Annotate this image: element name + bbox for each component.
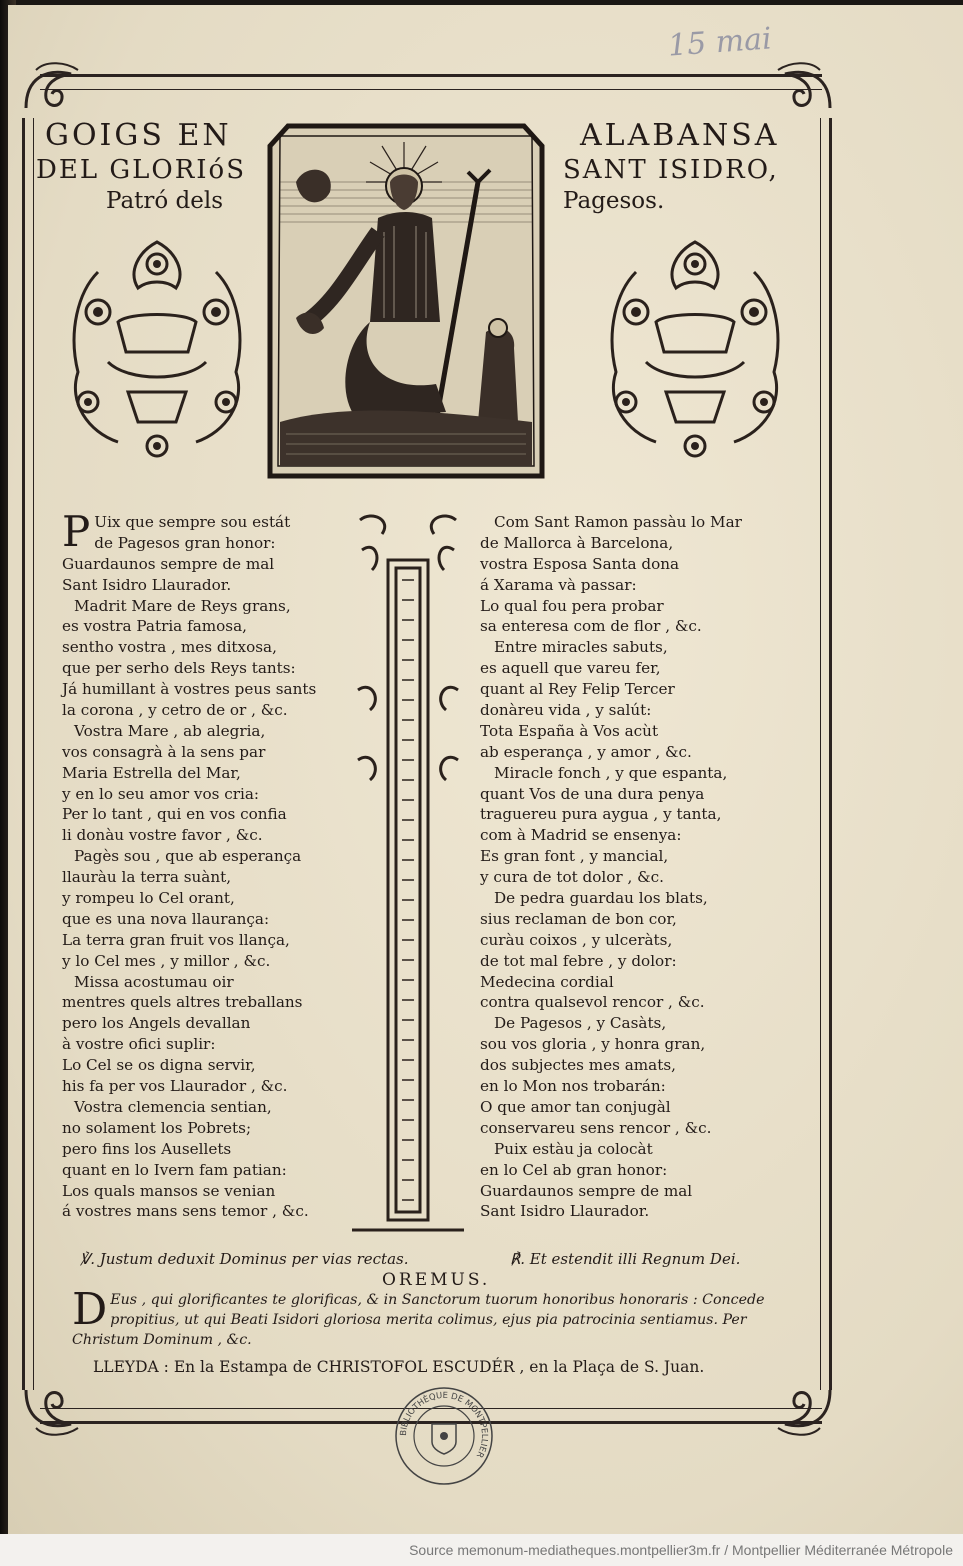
oremus-heading: OREMUS.	[382, 1270, 491, 1290]
versicle: ℣. Justum deduxit Dominus per vias rectas.	[80, 1250, 409, 1268]
verse-line: en lo Mon nos trobarán:	[480, 1077, 666, 1096]
title-line2-right: SANT ISIDRO,	[563, 155, 779, 185]
flower-vase-ornament-right	[596, 232, 794, 460]
verse-line: llauràu la terra suànt,	[62, 868, 232, 887]
verse-line: ab esperança , y amor , &c.	[480, 742, 692, 761]
verse-line: Guardaunos sempre de mal	[62, 554, 275, 573]
verse-line: no solament los Pobrets;	[62, 1118, 252, 1137]
verse-line: Medecina cordial	[480, 972, 614, 991]
verse-line: á vostres mans sens temor , &c.	[62, 1202, 309, 1221]
verse-line: que es una nova llaurança:	[62, 909, 270, 928]
corner-flourish-bottom-right	[770, 1380, 840, 1440]
verse-line: vos consagrà à la sens par	[62, 742, 266, 761]
title-line3-right: Pagesos.	[563, 188, 665, 214]
verse-line: Guardaunos sempre de mal	[480, 1181, 693, 1200]
verse-line: y lo Cel mes , y millor , &c.	[62, 951, 271, 970]
frame-right-border	[820, 118, 832, 1390]
verse-line: Vostra Mare , ab alegria,	[74, 721, 266, 740]
verse-line: Já humillant à vostres peus sants	[62, 680, 317, 699]
verse-line: mentres quels altres treballans	[62, 993, 303, 1012]
verse-line: sius reclaman de bon cor,	[480, 909, 677, 928]
svg-text:BIBLIOTHÈQUE DE MONTPELLIER	[399, 1391, 489, 1459]
verse-line: Maria Estrella del Mar,	[62, 763, 241, 782]
corner-flourish-top-right	[770, 58, 840, 118]
verse-column-right	[480, 512, 770, 1222]
verse-line: Vostra clemencia sentian,	[74, 1097, 272, 1116]
verse-line: contra qualsevol rencor , &c.	[480, 993, 705, 1012]
verse-line: es aquell que vareu fer,	[480, 659, 661, 678]
verse-line: de tot mal febre , y dolor:	[480, 951, 677, 970]
verse-line: Sant Isidro Llaurador.	[480, 1202, 650, 1221]
verse-line: curàu coixos , y ulceràts,	[480, 930, 673, 949]
verse-line: Pagès sou , que ab esperança	[74, 847, 302, 866]
verse-line: que per serho dels Reys tants:	[62, 659, 296, 678]
verse-line: Los quals mansos se venian	[62, 1181, 276, 1200]
verse-line: Per lo tant , qui en vos confia	[62, 805, 287, 824]
verse-line: à vostre ofici suplir:	[62, 1035, 216, 1054]
verse-line: vostra Esposa Santa dona	[480, 554, 680, 573]
library-stamp	[392, 1384, 496, 1488]
prayer-text	[72, 1284, 765, 1350]
verse-line: á Xarama và passar:	[480, 575, 637, 594]
source-footer-bar	[0, 1534, 963, 1566]
verse-line: com à Madrid se ensenya:	[480, 826, 682, 845]
verse-line: Com Sant Ramon passàu lo Mar	[494, 513, 742, 531]
verse-line: pero fins los Ausellets	[62, 1139, 232, 1158]
verse-line: pero los Angels devallan	[62, 1014, 251, 1033]
central-pillar-ornament	[352, 510, 464, 1242]
verse-line: li donàu vostre favor , &c.	[62, 826, 263, 845]
verse-line: de Mallorca à Barcelona,	[480, 533, 674, 552]
verse-line: en lo Cel ab gran honor:	[480, 1160, 668, 1179]
title-line1-left: GOIGS EN	[45, 118, 232, 153]
verse-line: La terra gran fruit vos llança,	[62, 930, 290, 949]
verse-line: Missa acostumau oir	[74, 972, 234, 991]
verse-line: la corona , y cetro de or , &c.	[62, 701, 288, 720]
verse-line: Miracle fonch , y que espanta,	[494, 763, 728, 782]
verse-line: dos subjectes mes amats,	[480, 1056, 676, 1075]
verse-line: es vostra Patria famosa,	[62, 617, 247, 636]
verse-line: De Pagesos , y Casàts,	[494, 1014, 667, 1033]
verse-column-left	[62, 507, 348, 1222]
frame-left-border	[22, 118, 34, 1390]
title-line2-left: DEL GLORIóS	[36, 155, 247, 185]
title-line3-left: Patró dels	[106, 188, 224, 214]
flower-vase-ornament-left	[58, 232, 256, 460]
verse-dropcap: P	[62, 507, 91, 556]
verse-line: de Pagesos gran honor:	[94, 533, 276, 552]
verse-line: Lo qual fou pera probar	[480, 596, 664, 615]
verse-line: O que amor tan conjugàl	[480, 1097, 671, 1116]
verse-line: donàreu vida , y salút:	[480, 701, 652, 720]
frame-top-border	[40, 74, 822, 90]
verse-line: Madrit Mare de Reys grans,	[74, 596, 291, 615]
verse-line: quant al Rey Felip Tercer	[480, 680, 675, 699]
verse-line: quant Vos de una dura penya	[480, 784, 705, 803]
verse-line: y rompeu lo Cel orant,	[62, 889, 235, 908]
response: ℟. Et estendit illi Regnum Dei.	[510, 1250, 741, 1268]
verse-line: Sant Isidro Llaurador.	[62, 575, 232, 594]
verse-line: Uix que sempre sou estát	[94, 513, 291, 531]
verse-line: De pedra guardau los blats,	[494, 889, 708, 908]
verse-line: Puix estàu ja colocàt	[494, 1139, 653, 1158]
prayer-line: Christum Dominum , &c.	[72, 1332, 252, 1348]
corner-flourish-top-left	[16, 58, 86, 118]
verse-line: quant en lo Ivern fam patian:	[62, 1160, 287, 1179]
source-credit: Source memonum-mediatheques.montpellier3m.fr / Montpellier Méditerranée Métropole	[409, 1542, 953, 1558]
prayer-dropcap: D	[72, 1284, 108, 1335]
verse-line: Es gran font , y mancial,	[480, 847, 669, 866]
title-line1-right: ALABANSA	[580, 118, 780, 153]
verse-line: sou vos gloria , y honra gran,	[480, 1035, 706, 1054]
printer-imprint: LLEYDA : En la Estampa de CHRISTOFOL ESCUDÉR , en la Plaça de S. Juan.	[93, 1358, 705, 1376]
prayer-line: propitius, ut qui Beati Isidori gloriosa merita colimus, ejus pia patrocinia sentiamus. Per	[110, 1312, 747, 1328]
verse-line: y en lo seu amor vos cria:	[62, 784, 260, 803]
verse-line: Entre miracles sabuts,	[494, 638, 668, 657]
prayer-line: Eus , qui glorificantes te glorificas, & in Sanctorum tuorum honoribus honoraris : Concede	[110, 1292, 765, 1308]
verse-line: traguereu pura aygua , y tanta,	[480, 805, 722, 824]
verse-line: Tota España à Vos acùt	[480, 721, 659, 740]
verse-line: sentho vostra , mes ditxosa,	[62, 638, 277, 657]
woodcut-saint-isidro	[266, 122, 546, 480]
verse-line: conservareu sens rencor , &c.	[480, 1118, 712, 1137]
stamp-text: BIBLIOTHÈQUE DE MONTPELLIER	[398, 1390, 490, 1460]
verse-line: y cura de tot dolor , &c.	[480, 868, 665, 887]
handwritten-note: 15 mai	[666, 21, 773, 64]
verse-line: sa enteresa com de flor , &c.	[480, 617, 702, 636]
verse-line: Lo Cel se os digna servir,	[62, 1056, 256, 1075]
verse-line: his fa per vos Llaurador , &c.	[62, 1077, 288, 1096]
corner-flourish-bottom-left	[16, 1380, 86, 1440]
